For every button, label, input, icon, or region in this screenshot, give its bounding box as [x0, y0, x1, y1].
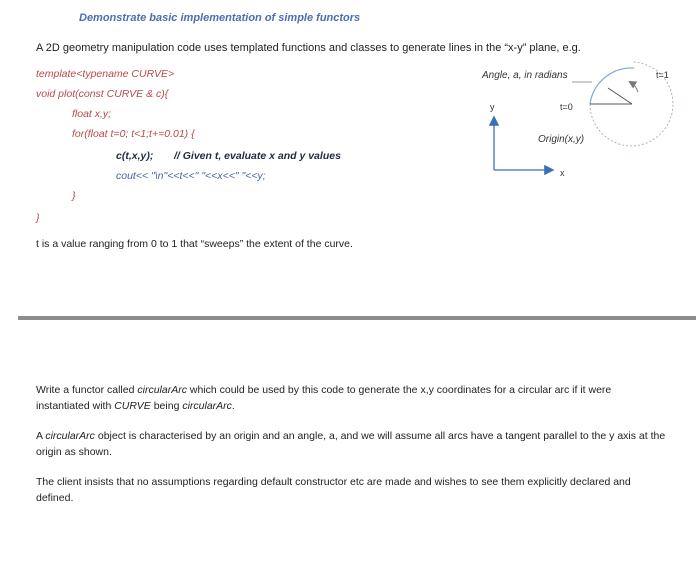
- y-axis-label: y: [490, 102, 495, 112]
- angle-arrow: [630, 82, 638, 92]
- text-run: object is characterised by an origin and an angle, a, and we will assume all arcs have a tangent parallel to the y axis at the origin as shown.: [36, 430, 666, 458]
- code-comment: // Given t, evaluate x and y values: [174, 150, 341, 162]
- code-line: for(float t=0; t<1;t+=0.01) {: [72, 128, 195, 140]
- arc-curve: [590, 68, 634, 104]
- code-line: c(t,x,y);: [116, 150, 154, 162]
- code-line: template<typename CURVE>: [36, 68, 175, 80]
- task-paragraph-1: [36, 382, 666, 414]
- t0-label: t=0: [560, 102, 573, 112]
- text-run: .: [231, 400, 235, 412]
- t1-label: t=1: [656, 70, 669, 80]
- intro-text: A 2D geometry manipulation code uses templated functions and classes to generate lines in the “x-y” plane, e.g.: [36, 42, 581, 54]
- note-text: t is a value ranging from 0 to 1 that “sweeps” the extent of the curve.: [36, 238, 353, 250]
- text-run: Write a functor called: [36, 384, 138, 396]
- angle-line: [608, 88, 632, 104]
- code-line: }: [72, 190, 76, 202]
- code-line: cout<< "\n"<<t<<" "<<x<<" "<<y;: [116, 170, 266, 182]
- text-run: being: [150, 400, 183, 412]
- text-run: A: [36, 430, 46, 442]
- arc-diagram-graphic: [480, 60, 690, 200]
- text-run: circularArc: [137, 384, 187, 396]
- code-line: }: [36, 212, 40, 224]
- x-axis-label: x: [560, 168, 565, 178]
- text-run: CURVE: [114, 400, 151, 412]
- text-run: which could be used by this code to generate the x,y coordinates for a circular arc if it were instantiated with: [36, 384, 612, 412]
- text-run: circularArc: [182, 400, 232, 412]
- origin-label: Origin(x,y): [538, 134, 585, 145]
- code-line: void plot(const CURVE & c){: [36, 88, 169, 100]
- page-title: Demonstrate basic implementation of simple functors: [79, 12, 361, 24]
- task-paragraph-3: The client insists that no assumptions regarding default constructor etc are made and wishes to see them explicitly declared and defined.: [36, 476, 631, 504]
- section-divider: [18, 316, 696, 320]
- code-line: float x,y;: [72, 108, 112, 120]
- task-paragraph-2: [36, 428, 666, 460]
- angle-label: Angle, a, in radians: [482, 70, 568, 81]
- text-run: circularArc: [45, 430, 95, 442]
